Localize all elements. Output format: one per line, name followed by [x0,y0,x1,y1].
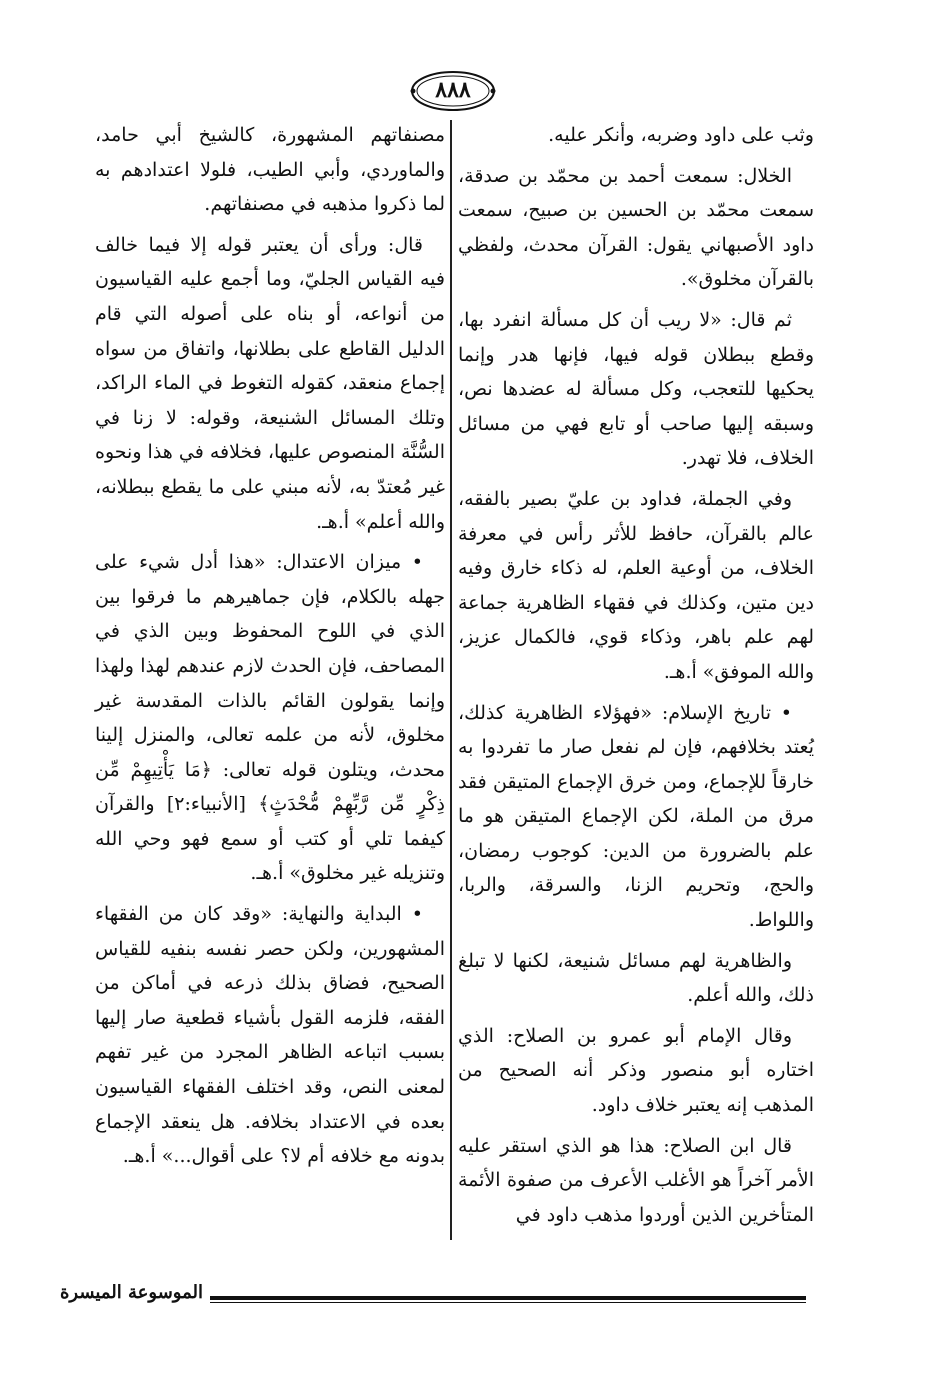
footer-title: الموسوعة الميسرة [60,1282,203,1303]
paragraph: وقال الإمام أبو عمرو بن الصلاح: الذي اختاره أبو منصور وذكر أنه الصحيح من المذهب إنه يعتبر خلاف داود. [458,1024,814,1117]
paragraph: وثب على داود وضربه، وأنكر عليه. [548,124,814,146]
page-number-ornament [408,68,498,114]
left-column [95,118,445,1180]
paragraph: وفي الجملة، فداود بن عليّ بصير بالفقه، عالم بالقرآن، حافظ للأثر رأس في معرفة الخلاف، من أوعية العلم، له ذكاء خارق وفيه دين متين، وكذلك في فقهاء الظاهرية جماعة لهم علم باهر، وذكاء قوي، فالكمال عزيز، والله الموفق» أ.هـ. [458,487,814,683]
paragraph: قال: ورأى أن يعتبر قوله إلا فيما خالف فيه القياس الجليّ، وما أجمع عليه القياسيون من أنواعه، أو بناه على أصوله التي قام الدليل القاطع على بطلانها، واتفاق من سواه إجماع منعقد، كقوله التغوط في الماء الراكد، وتلك المسائل الشنيعة، وقوله: لا زنا في السُّنَّة المنصوص عليها، فخلافه في هذا ونحوه غير مُعتدّ به، لأنه مبني على ما يقطع ببطلانه، والله أعلم» أ.هـ. [95,233,445,533]
footer-rule [210,1296,806,1300]
paragraph: • تاريخ الإسلام: «فهؤلاء الظاهرية كذلك، يُعتد بخلافهم، فإن لم نفعل صار ما تفردوا به خارقاً للإجماع، ومن خرق الإجماع المتيقن فقد مرق من الملة، لكن الإجماع المتيقن هو ما علم بالضرورة من الدين: كوجوب رمضان، والحج، وتحريم الزنا، والسرقة، والربا، واللواط. [458,701,814,932]
paragraph: • البداية والنهاية: «وقد كان من الفقهاء المشهورين، ولكن حصر نفسه بنفيه للقياس الصحيح، فضاق بذلك ذرعه في أماكن من الفقه، فلزمه القول بأشياء قطعية صار إليها بسبب اتباعه الظاهر المجرد من غير تفهم لمعنى النص، وقد اختلف الفقهاء القياسيون بعده في الاعتداد بخلافه. هل ينعقد الإجماع بدونه مع خلافه أم لا؟ على أقوال...» أ.هـ. [95,903,445,1168]
column-divider [450,120,452,1240]
paragraph: • ميزان الاعتدال: «هذا أدل شيء على جهله بالكلام، فإن جماهيرهم ما فرقوا بين الذي في اللوح المحفوظ وبين الذي في المصاحف، فإن الحدث لازم عندهم لهذا ولهذا وإنما يقولون القائم بالذات المقدسة غير مخلوق، لأنه من علمه تعالى، والمنزل إلينا محدث، ويتلون قوله تعالى: ﴿مَا يَأْتِيهِمْ مِّن ذِكْرٍ مِّن رَّبِّهِمْ مُّحْدَثٍ﴾ [الأنبياء:٢] والقرآن كيفما تلي أو كتب أو سمع فهو وحي الله وتنزيله غير مخلوق» أ.هـ. [95,551,445,885]
paragraph: والظاهرية لهم مسائل شنيعة، لكنها لا تبلغ ذلك، والله أعلم. [458,949,814,1007]
paragraph: الخلال: سمعت أحمد بن محمّد بن صدقة، سمعت محمّد بن الحسين بن صبيح، سمعت داود الأصبهاني يقول: القرآن محدث، ولفظي بالقرآن مخلوق». [458,164,814,291]
paragraph: مصنفاتهم المشهورة، كالشيخ أبي حامد، والماوردي، وأبي الطيب، فلولا اعتدادهم به لما ذكروا مذهبه في مصنفاتهم. [95,124,445,216]
page-number: ٨٨٨ [435,77,471,103]
paragraph: قال ابن الصلاح: هذا هو الذي استقر عليه الأمر آخراً هو الأغلب الأعرف من صفوة الأئمة المتأخرين الذين أوردوا مذهب داود في [458,1134,814,1226]
paragraph: ثم قال: «لا ريب أن كل مسألة انفرد بها، وقطع ببطلان قوله فيها، فإنها هدر وإنما يحكيها للتعجب، وكل مسألة له عضدها نص، وسبقه إليها صاحب أو تابع فهي من مسائل الخلاف، فلا تهدر. [458,308,814,470]
right-column [458,118,814,1238]
footer-rule-thin [210,1302,806,1303]
